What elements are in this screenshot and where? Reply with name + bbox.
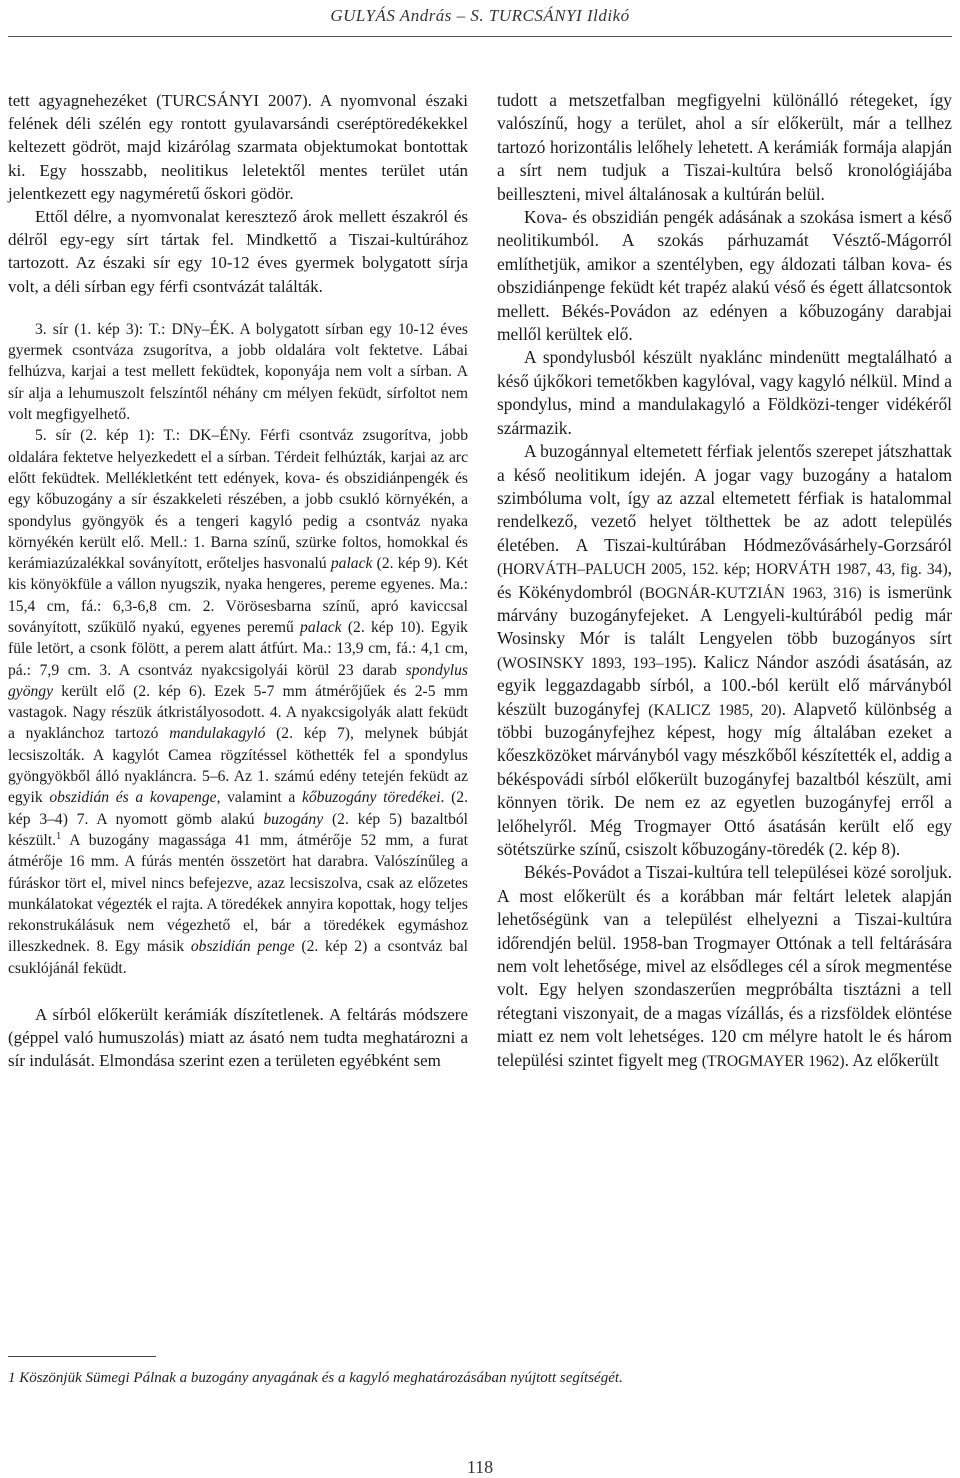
grave-3-entry: 3. sír (1. kép 3): T.: DNy–ÉK. A bolygatott sírban egy 10-12 éves gyermek csontváza zsugorítva, a jobb oldalára volt fektetve. Lábai felhúzva, karjai a test mellett feküdtek, koponyája nem volt a sírban. A sír alja a lehumuszolt felszíntől néhány cm mélyen feküdt, sírfoltot nem volt megfigyelhető.: [8, 320, 468, 424]
paragraph-stratigraphy: tudott a metszetfalban megfigyelni különálló rétegeket, így valószínű, hogy a terület, ahol a sír előkerült, már a tellhez tartozó horizontális lelőhely lehetett. A kerámiák formája alapján a sírt nem tudjuk a Tiszai-kultúra belső kronológiájába beilleszteni, mivel általánosak a kultúrán belül.: [497, 90, 952, 204]
footnote: 1 Köszönjük Sümegi Pálnak a buzogány anyagának és a kagyló meghatározásában nyújtott segítségét.: [8, 1370, 623, 1386]
paragraph-graves-overview: Ettől délre, a nyomvonalat keresztező árok mellett északról és délről egy-egy sírt tártak fel. Mindkettő a Tiszai-kultúrához tartozott. Az északi sír egy 10-12 éves gyermek bolygatott sírja volt, a déli sírban egy férfi csontvázát találták.: [8, 207, 468, 296]
running-head: GULYÁS András – S. TURCSÁNYI Ildikó: [330, 6, 630, 25]
paragraph-blades: Kova- és obszidián pengék adásának a szokása ismert a késő neolitikumból. A szokás párhuzamát Vésztő-Mágorról említhetjük, amikor a szentélyben, egy áldozati tálban kova- és obszidiánpenge feküdt két trapéz alakú véső és égett állatcsontok mellett. Békés-Povádon az edényen a kőbuzogány darabjai mellől kerültek elő.: [497, 207, 952, 345]
spacer: [8, 979, 468, 1003]
footnote-divider: [8, 1356, 156, 1357]
paragraph-ceramics: A sírból előkerült kerámiák díszítetlenek. A feltárás módszere (géppel való humuszolás) miatt az ásató nem tudta meghatározni a sír indulását. Elmondása szerint ezen a területen egyébként sem: [8, 1005, 468, 1071]
page-number: 118: [466, 1457, 494, 1477]
grave-catalogue: [8, 319, 468, 979]
left-column: [8, 89, 468, 1073]
footnote-ref: 1: [56, 830, 62, 842]
header-divider: [8, 36, 952, 37]
paragraph-intro: tett agyagnehezéket (TURCSÁNYI 2007). A nyomvonal északi felének déli szélén egy rontott gyulavarsándi cseréptöredékekkel keltezett gödröt, majd kizárólag szarmata objektumokat bontottak ki. Egy hosszabb, neolitikus leletektől mentes terület után jelentkezett egy nagyméretű őskori gödör.: [8, 91, 468, 203]
paragraph-spondylus: A spondylusból készült nyaklánc mindenütt megtalálható a késő újkőkori temetőkben kagylóval, vagy kagyló nélkül. Mind a spondylus, mind a mandulakagyló a Földközi-tenger vidékéről származik.: [497, 347, 952, 438]
spacer: [8, 298, 468, 319]
grave-5-entry: 5. sír (2. kép 1): T.: DK–ÉNy. Férfi csontváz zsugorítva, jobb oldalára fektetve helyezkedett el a sírban. Térdeit felhúzták, karjai az arc előtt feküdtek. Mellékletként tett edények, kova- és obszidiánpengék és egy kőbuzogány a sír északkeleti részében, a jobb csukló környékén, a spondylus gyöngyök és a tengeri kagyló pedig a csontváz nyaka környékén került elő. Mell.: 1. Barna színű, szürke foltos, homokkal és kerámiazúzalékkal soványított, erőteljes hasvonalú palack (2. kép 9). Két kis könyökfüle a vállon nyugszik, nyaka hengeres, pereme egyenes. Ma.: 15,4 cm, fá.: 6,3-6,8 cm. 2. Vörösesbarna színű, apró kaviccsal soványított, szűkülő nyakú, egyenes peremű palack (2. kép 10). Egyik füle letört, a csonk fölött, a perem alatt átfúrt. Ma.: 13,9 cm, fá.: 4,1 cm, pá.: 7,9 cm. 3. A csontváz nyakcsigolyái körül 23 darab spondylus gyöngy került elő (2. kép 6). Ezek 5-7 mm átmérőjűek és 2-5 mm vastagok. Nagy részük átkristályosodott. 4. A nyakcsigolyák alatt feküdt a nyaklánchoz tartozó mandulakagyló (2. kép 7), melynek búbját lecsiszolták. A kagylót Camea rögzítéssel köthették fel a spondylus gyöngyökből álló nyakláncra. 5–6. Az 1. számú edény tetején feküdt az egyik obszidián és a kovapenge, valamint a kőbuzogány töredékei. (2. kép 3–4) 7. A nyomott gömb alakú buzogány (2. kép 5) bazaltból készült.$^1$ A buzogány magassága 41 mm, átmérője 52 mm, a furat átmérője 16 mm. A fúrás mentén összetört hat darabra. Valószínűleg a fúráskor tört el, mivel nincs befejezve, azaz lecsiszolva, csak az előzetes munkálatokat végezték el rajta. A töredékek annyira kopottak, hogy teljes rekonstrukálásuk nem végezhető el, bár a töredékek egymáshoz illeszkednek. 8. Egy másik obszidián penge (2. kép 2) a csontváz bal csuklójánál feküdt.: [8, 427, 469, 977]
paragraph-maces: A buzogánnyal eltemetett férfiak jelentős szerepet játszhattak a késő neolitikum idején. A jogar vagy buzogány a hatalom szimbóluma volt, így az azzal eltemetett férfiak is hatalommal rendelkező, vezető helyet tölthettek be az adott település életében. A Tiszai-kultúrában Hódmezővásárhely-Gorzsáról (HORVÁTH–PALUCH 2005, 152. kép; HORVÁTH 1987, 43, fig. 34), és Kökénydombról (BOGNÁR-KUTZIÁN 1963, 316) is ismerünk márvány buzogányfejeket. A Lengyeli-kultúrából pedig már Wosinsky Mór is talált Lengyelen több buzogányos sírt (WOSINSKY 1893, 193–195). Kalicz Nándor aszódi ásatásán, az egyik leggazdagabb sírból, a 100.-ból került elő márványból készült buzogányfej (KALICZ 1985, 20). Alapvető különbség a többi buzogányfejhez képest, hogy míg általában ezeket a kőeszközöket márványból vagy mészkőből készítették el, addig a békéspovádi sírból előkerült buzogányfej bazaltból készült, ami könnyen törik. De nem ez az egyetlen buzogányfej erről a lelőhelyről. Még Trogmayer Ottó ásatásán került elő egy sötétszürke színű, csiszolt kőbuzogány-töredék (2. kép 8).: [497, 441, 953, 859]
right-column: [497, 89, 952, 1072]
paragraph-settlement: Békés-Povádot a Tiszai-kultúra tell települései közé soroljuk. A most előkerült és a korábban már feltárt leletek alapján lehetőségünk van a települést elhelyezni a Tiszai-kultúra időrendjén belül. 1958-ban Trogmayer Ottónak a tell feltárására nem volt lehetősége, mivel az elsődleges cél a sírok megmentése volt. Egy helyen szondaszerűen megpróbálta tisztázni a tell rétegtani viszonyait, de a magas vízállás, és a rizsföldek elöntése miatt ez nem volt lehetséges. 120 cm mélyre hatolt le és három települési szintet figyelt meg (TROGMAYER 1962). Az előkerült: [497, 862, 952, 1070]
